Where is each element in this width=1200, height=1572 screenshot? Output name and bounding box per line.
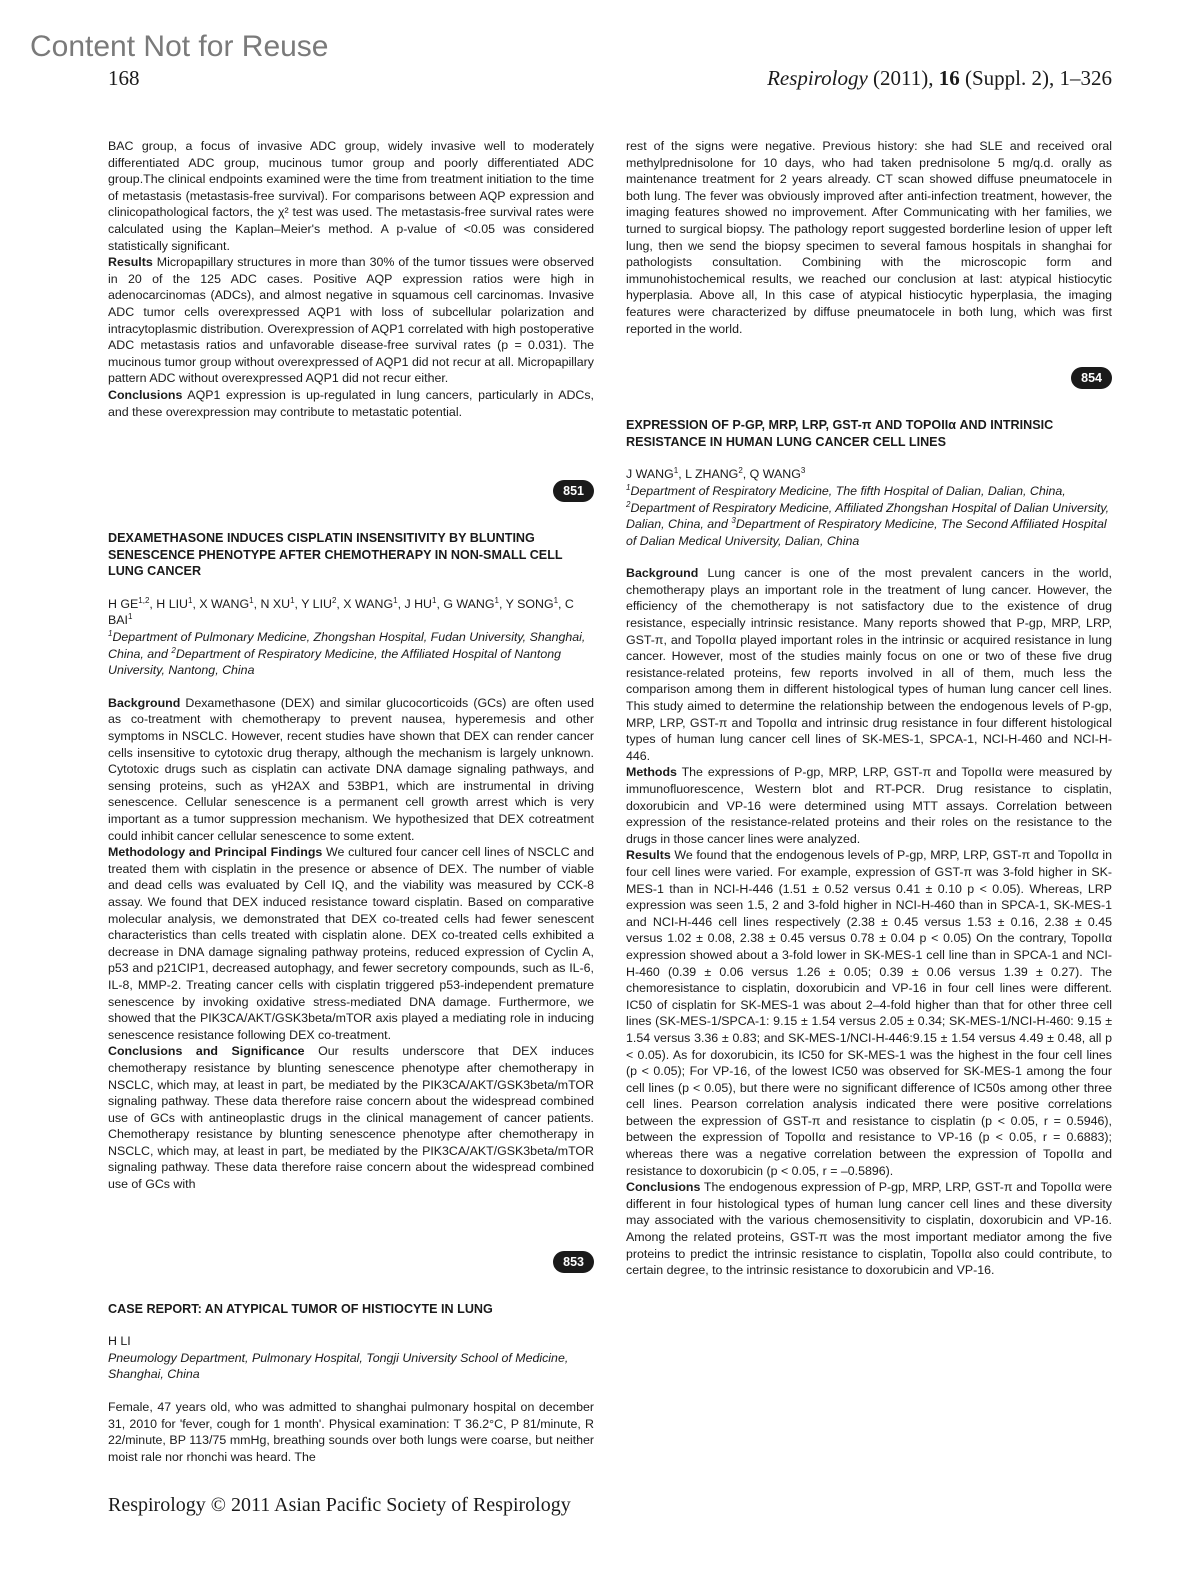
results-heading: Results (626, 848, 671, 863)
abstract-affiliation: $^1$Department of Respiratory Medicine, The fifth Hospital of Dalian, Dalian, China, $^2$Department of Respiratory Medicine, Affiliated Zhongshan Hospital of Dalian University, Dalian, China, and $^3$Department of Respiratory Medicine, The Second Affiliated Hospital of Dalian Medical University, Dalian, China (626, 482, 1110, 548)
abstract-title: EXPRESSION OF P-GP, MRP, LRP, GST-π AND TOPOIIα AND INTRINSIC RESISTANCE IN HUMAN LUNG CANCER CELL LINES (626, 418, 1054, 449)
case-text-continued: rest of the signs were negative. Previous history: she had SLE and received oral methylprednisolone for 10 days, who had taken prednisolone 5 mg/q.d. orally as maintenance treatment for 2 years already. CT scan showed diffuse pneumatocele in both lung. The fever was obviously improved after anti-infection treatment, however, the imaging features showed no improvement. After Communicating with her families, we turned to surgical biopsy. The pathology report suggested borderline lesion of upper left lung, then we send the biopsy specimen to several famous hospitals in shanghai for pathologists consultation. Combining with the microscopic form and immunohistochemical results, we reached our conclusion at last: atypical histiocytic hyperplasia. Above all, In this case of atypical histiocytic hyperplasia, the imaging features were characterized by diffuse pneumatocele in both lung, which was first reported in the world. (626, 139, 1112, 336)
background-heading: Background (108, 695, 181, 710)
watermark: Content Not for Reuse (30, 30, 329, 63)
methods-text: The expressions of P-gp, MRP, LRP, GST-π and TopoIIα were measured by immunofluorescence, Western blot and RT-PCR. Drug resistance to cisplatin, doxorubicin and VP-16 were determined using MTT assays. Correlation between expression of the resistance-related proteins and their roles on the resistance to the drugs in those cancer lines were analyzed. (626, 765, 1112, 846)
abstract-authors: H GE$^{1,2}$, H LIU$^1$, X WANG$^1$, N $XU^1$, Y LIU$^2$, X WANG$^1$, J $HU^1$, G WANG$^1$, Y SONG$^1$, C BAI$^1$ (108, 595, 574, 628)
methods-heading: Methods (626, 765, 677, 780)
journal-volume: 16 (938, 66, 960, 90)
conclusions-text: Our results underscore that DEX induces chemotherapy resistance by blunting senescence phenotype after chemotherapy in NSCLC, which may, at least in part, be mediated by the PIK3CA/AKT/GSK3beta/mTOR signaling pathway. These data therefore raise concern about the widespread combined use of GCs with antineoplastic drugs in the clinical management of cancer patients. Chemotherapy resistance by blunting senescence phenotype after chemotherapy in NSCLC, which may, at least in part, be mediated by the PIK3CA/AKT/GSK3beta/mTOR signaling pathway. These data therefore raise concern about the widespread combined use of GCs with (108, 1044, 594, 1192)
abstract-affiliation: $^1$Department of Pulmonary Medicine, Zhongshan Hospital, Fudan University, Shanghai, China, and $^2$Department of Respiratory Medicine, the Affiliated Hospital of Nantong University, Nantong, China (108, 628, 586, 678)
conclusions-heading: Conclusions (626, 1180, 701, 1195)
methods-text: We cultured four cancer cell lines of NSCLC and treated them with cisplatin in the presence or absence of DEX. The number of viable and dead cells was evaluated by Cell IQ, and the viability was measured by CCK-8 assay. We found that DEX induced resistance toward cisplatin. Based on comparative molecular analysis, we demonstrated that DEX co-treated cells had fewer senescent characteristics than cells treated with cisplatin alone. DEX co-treated cells exhibited a decrease in DNA damage signaling pathway proteins, reduced expression of Cyclin A, p53 and p21CIP1, decreased autophagy, and fewer secretory compounds, such as IL-6, IL-8, MMP-2. Treating cancer cells with cisplatin triggered p53-independent premature senescence by invoking oxidative stress-mediated DNA damage. Furthermore, we showed that the PIK3CA/AKT/GSK3beta/mTOR axis played a mediating role in inducing senescence resistance following DEX co-treatment. (108, 845, 594, 1042)
abstract-number-badge: 851 (553, 480, 594, 502)
methods-paragraph (108, 844, 594, 1043)
background-paragraph (626, 565, 1112, 764)
page-footer: Respirology © 2011 Asian Pacific Society of Respirology (108, 1494, 571, 1516)
abstract-authors: H LI (108, 1334, 131, 1349)
conclusions-text: AQP1 expression is up-regulated in lung cancers, particularly in ADCs, and these overexpression may contribute to metastatic potential. (108, 387, 594, 419)
abstract-number-badge: 853 (553, 1251, 594, 1273)
abstract-affiliation: Pneumology Department, Pulmonary Hospital, Tongji University School of Medicine, Shanghai, China (108, 1350, 569, 1382)
left-column (108, 138, 594, 1465)
background-text: Lung cancer is one of the most prevalent cancers in the world, chemotherapy plays an important role in the treatment of lung cancer. However, the efficiency of the chemotherapy is not satisfactory due to the existence of drug resistance, especially intrinsic resistance. Many reports showed that P-gp, MRP, LRP, GST-π, and TopoIIα played important roles in the intrinsic or acquired resistance in lung cancer. However, most of the studies mainly focus on one or two of these five drug resistance-related proteins, few reports involved in all of them, much less the comparison among them in different histological types of human lung cancer cell lines. This study aimed to determine the relationship between the endogenous levels of P-gp, MRP, LRP, GST-π and TopoIIα and intrinsic drug resistance in four different histological types of human lung cancer cell lines of SK-MES-1, SPCA-1, NCI-H-460 and NCI-H-446. (626, 566, 1112, 763)
conclusions-heading: Conclusions and Significance (108, 1044, 305, 1059)
results-paragraph (108, 254, 594, 387)
conclusions-paragraph (108, 1043, 594, 1192)
methods-paragraph (626, 764, 1112, 847)
background-text: Dexamethasone (DEX) and similar glucocorticoids (GCs) are often used as co-treatment with chemotherapy to prevent nausea, hyperemesis and other symptoms in NSCLC. However, recent studies have shown that DEX can render cancer cells insensitive to cytotoxic drug therapy, although the mechanism is largely unknown. Cytotoxic drugs such as cisplatin can activate DNA damage signaling pathways, and sensing proteins, such as γH2AX and 53BP1, which are instrumental in driving senescence. Cellular senescence is a permanent cell growth arrest which is very important as a tumor suppression mechanism. We hypothesized that DEX cotreatment could inhibit cancer cellular senescence to some extent. (108, 695, 594, 843)
right-column (626, 138, 1112, 1279)
abstract-title: DEXAMETHASONE INDUCES CISPLATIN INSENSITIVITY BY BLUNTING SENESCENCE PHENOTYPE AFTER CHEMOTHERAPY IN NON-SMALL CELL LUNG CANCER (108, 531, 563, 579)
conclusions-paragraph (626, 1179, 1112, 1279)
abstract-title: CASE REPORT: AN ATYPICAL TUMOR OF HISTIOCYTE IN LUNG (108, 1301, 493, 1316)
conclusions-heading: Conclusions (108, 387, 183, 402)
journal-year: (2011), (867, 66, 939, 90)
journal-pages: (Suppl. 2), 1–326 (959, 66, 1112, 90)
page-number: 168 (108, 66, 140, 90)
results-text: Micropapillary structures in more than 30% of the tumor tissues were observed in 20 of the 125 ADC cases. Positive AQP expression ratios were high in adenocarcinomas (ADCs), and almost negative in squamous cell carcinomas. Invasive ADC tumor cells overexpressed AQP1 with loss of subcellular polarization and intracytoplasmic distribution. Overexpression of AQP1 correlated with high postoperative ADC metastasis ratios and unfavorable disease-free survival rates (p = 0.031). The mucinous tumor group without overexpressed of AQP1 did not recur at all. Micropapillary pattern ADC without overexpressed AQP1 did not recur either. (108, 255, 594, 386)
abstract-number-badge: 854 (1071, 367, 1112, 389)
case-text: Female, 47 years old, who was admitted to shanghai pulmonary hospital on december 31, 2010 for 'fever, cough for 1 month'. Physical examination: T 36.2°C, P 81/minute, R 22/minute, BP 113/75 mmHg, breathing sounds over both lungs were coarse, but neither moist rale nor rhonchi was heard. The (108, 1400, 594, 1464)
continued-methods-text: BAC group, a focus of invasive ADC group, widely invasive well to moderately differentiated ADC group, mucinous tumor group and poorly differentiated ADC group.The clinical endpoints examined were the time from treatment initiation to the time of metastasis (metastasis-free survival). For comparisons between AQP expression and clinicopathological factors, the χ² test was used. The metastasis-free survival rates were calculated using the Kaplan–Meier's method. A p-value of <0.05 was considered statistically significant. (108, 139, 594, 253)
journal-name: Respirology (767, 66, 868, 90)
methods-heading: Methodology and Principal Findings (108, 845, 323, 860)
background-paragraph (108, 695, 594, 844)
results-text: We found that the endogenous levels of P-gp, MRP, LRP, GST-π and TopoIIα in four cell lines were varied. For example, expression of GST-π was 3-fold higher in SK-MES-1 than in NCI-H-446 (1.51 ± 0.52 versus 0.41 ± 0.10 p < 0.05). Whereas, LRP expression was seen 1.5, 2 and 3-fold higher in NCI-H-460 than in SPCA-1, SK-MES-1 and NCI-H-446 cell lines respectively (2.38 ± 0.45 versus 1.53 ± 0.16, 2.38 ± 0.45 versus 1.02 ± 0.08, 2.38 ± 0.45 versus 0.78 ± 0.04 p < 0.05) On the contrary, TopoIIα expression showed about a 3-fold lower in SK-MES-1 cell line than in SPCA-1 and NCI-H-460 (0.39 ± 0.06 versus 1.26 ± 0.05; 0.39 ± 0.06 versus 1.39 ± 0.27). The chemoresistance to cisplatin, doxorubicin and VP-16 in four cell lines were different. IC50 of cisplatin for SK-MES-1 was about 2–4-fold higher than that for other three cell lines (SK-MES-1/SPCA-1: 9.15 ± 1.54 versus 2.05 ± 0.34; SK-MES-1/NCI-H-460: 9.15 ± 1.54 versus 3.36 ± 0.83; and SK-MES-1/NCI-H-446:9.15 ± 1.54 versus 4.49 ± 0.48, all p < 0.05). As for doxorubicin, its IC50 for SK-MES-1 was the highest in the four cell lines (p < 0.05); For VP-16, of the lowest IC50 was observed for SK-MES-1 among the four cell lines (p < 0.05), but there were no significant difference of IC50s among other three cell lines. Pearson correlation analysis indicated there were positive correlations between the expression of GST-π and resistance to cisplatin (p < 0.05, r = 0.5946), between the expression of TopoIIα and resistance to VP-16 (p < 0.05, r = 0.6883); whereas there was a negative correlation between the expression of TopoIIα and resistance to doxorubicin (p < 0.05, r = –0.5896). (626, 848, 1112, 1178)
results-paragraph (626, 847, 1112, 1179)
abstract-authors: J WANG$^1$, L ZHANG$^2$, Q WANG$^3$ (626, 466, 806, 482)
conclusions-paragraph (108, 387, 594, 420)
journal-header (767, 66, 1112, 91)
conclusions-text: The endogenous expression of P-gp, MRP, LRP, GST-π and TopoIIα were different in four histological types of human lung cancer cell lines and these diversity may associated with the various chemosensitivity to cisplatin, doxorubicin and VP-16. Among the related proteins, GST-π was the most important mediator among the five proteins to predict the intrinsic resistance to cisplatin, TopoIIα also could contribute, to certain degree, to the intrinsic resistance to doxorubicin and VP-16. (626, 1180, 1112, 1278)
background-heading: Background (626, 566, 699, 581)
results-heading: Results (108, 255, 153, 270)
